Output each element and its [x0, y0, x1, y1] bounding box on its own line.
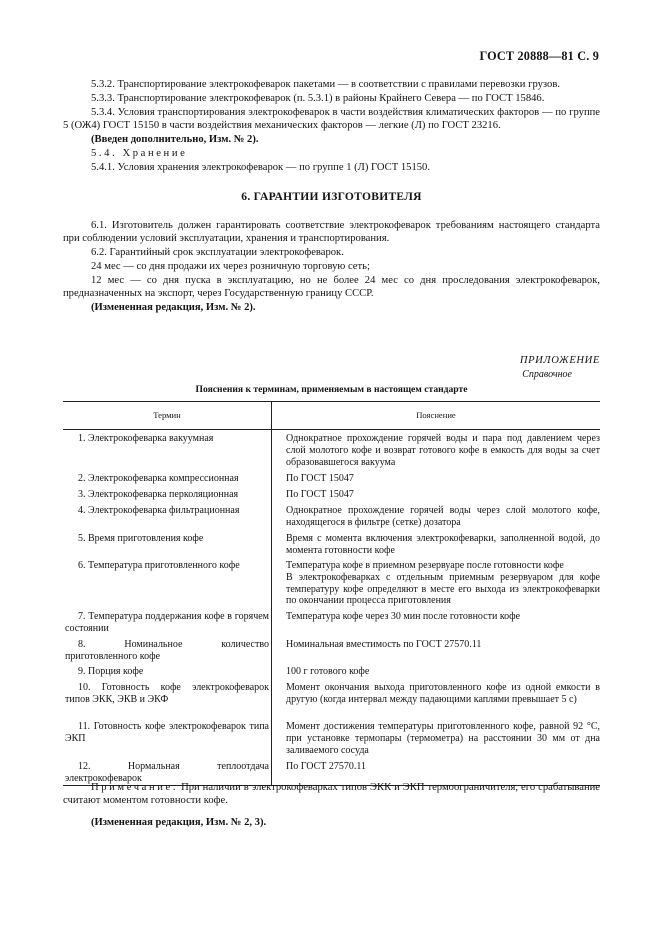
table-header-row — [63, 402, 600, 430]
table-row — [63, 636, 600, 663]
explanation-text: Момент достижения температуры приготовленного кофе, равной 92 °С, при установке термопары (термометра) на расстоянии 30 мм от дна заливаемого сосуда — [286, 721, 600, 756]
explanation-cell — [272, 608, 601, 636]
explanation-text: 100 г готового кофе — [286, 666, 370, 677]
term-text: 4. Электрокофеварка фильтрационная — [78, 505, 240, 516]
table-row — [63, 430, 600, 471]
explanation-cell — [272, 430, 601, 471]
table-row — [63, 718, 600, 758]
term-text: 10. Готовность кофе электрокофеварок типов ЭКК, ЭКВ и ЭКФ — [65, 682, 269, 705]
page-header: ГОСТ 20888—81 С. 9 — [479, 49, 599, 63]
appendix-notes — [63, 781, 600, 830]
explanation-text: Температура кофе в приемном резервуаре после готовности кофе В электрокофеварках с отдельным приемным резервуаром для кофе температуру кофе определяют в месте его выхода из электрокофеварки по окончании процесса приготовления — [286, 560, 600, 607]
appendix-heading: ПРИЛОЖЕНИЕ — [519, 355, 600, 366]
term-cell — [63, 470, 272, 486]
paragraph-5-3-3: 5.3.3. Транспортирование электрокофеварок (п. 5.3.1) в районы Крайнего Севера — по ГОСТ 15846. — [91, 93, 545, 104]
explanation-text: По ГОСТ 15047 — [286, 489, 354, 500]
paragraph-5-4-1: 5.4.1. Условия хранения электрокофеварок — по группе 1 (Л) ГОСТ 15150. — [91, 162, 430, 173]
column-header-term: Термин — [63, 402, 272, 430]
paragraph-5-4-label: 5.4. Хранение — [91, 148, 188, 159]
terms-table-body — [63, 430, 600, 786]
explanation-text: Номинальная вместимость по ГОСТ 27570.11 — [286, 639, 482, 650]
explanation-text: Однократное прохождение горячей воды через слой молотого кофе, находящегося в фильтре (сетке) дозатора — [286, 505, 600, 528]
term-cell — [63, 530, 272, 557]
table-row — [63, 663, 600, 679]
term-text: 3. Электрокофеварка перколяционная — [78, 489, 239, 500]
term-text: 12. Нормальная теплоотдача электрокофеварок — [65, 761, 269, 784]
appendix-title: Пояснения к терминам, применяемым в настоящем стандарте — [195, 384, 468, 395]
paragraph-6-1: 6.1. Изготовитель должен гарантировать соответствие электрокофеварок требованиям настоящего стандарта при соблюдении условий эксплуатации, хранения и транспортирования. — [63, 220, 600, 244]
explanation-text: Момент окончания выхода приготовленного кофе из одной емкости в другую (когда интервал между падающими каплями превышает 5 с) — [286, 682, 600, 705]
term-text: 9. Порция кофе — [78, 666, 144, 677]
appendix-note — [63, 781, 600, 807]
term-cell — [63, 718, 272, 758]
explanation-text: Однократное прохождение горячей воды и пара под давлением через слой молотого кофе и возврат готового кофе в емкость для воды за счет образовавшегося вакуума — [286, 433, 600, 468]
paragraph-5-3-4: 5.3.4. Условия транспортирования электрокофеварок в части воздействия климатических факторов — по группе 5 (ОЖ4) ГОСТ 15150 в части воздействия механических факторов — легкие (Л) по ГОСТ 23216. — [63, 107, 600, 131]
note-text: При наличии в электрокофеварках типов ЭКК и ЭКП термоограничителя, его срабатывание считают моментом готовности кофе. — [63, 782, 600, 806]
term-cell — [63, 663, 272, 679]
appendix-subheading: Справочное — [522, 369, 572, 380]
term-text: 6. Температура приготовленного кофе — [78, 560, 240, 571]
explanation-cell — [272, 486, 601, 502]
explanation-text: Время с момента включения электрокофеварки, заполненной водой, до момента готовности кофе — [286, 533, 600, 556]
paragraph-5-4 — [63, 147, 600, 160]
term-cell — [63, 557, 272, 608]
table-row — [63, 486, 600, 502]
explanation-cell — [272, 502, 601, 530]
term-text: 11. Готовность кофе электрокофеварок типа ЭКП — [65, 721, 269, 744]
term-cell — [63, 636, 272, 663]
amendment-note-changed: (Измененная редакция, Изм. № 2). — [91, 302, 256, 313]
appendix-amendment-note: (Измененная редакция, Изм. № 2, 3). — [91, 817, 267, 828]
note-label: Примечание. — [91, 782, 179, 793]
explanation-cell — [272, 718, 601, 758]
term-cell — [63, 608, 272, 636]
term-text: 5. Время приготовления кофе — [78, 533, 204, 544]
table-row — [63, 608, 600, 636]
term-cell — [63, 430, 272, 471]
term-cell — [63, 486, 272, 502]
term-text: 7. Температура поддержания кофе в горячем состоянии — [65, 611, 269, 634]
explanation-cell — [272, 663, 601, 679]
table-row — [63, 530, 600, 557]
explanation-cell — [272, 557, 601, 608]
explanation-text: Температура кофе через 30 мин после готовности кофе — [286, 611, 521, 622]
column-header-explanation: Пояснение — [272, 402, 601, 430]
explanation-text: По ГОСТ 15047 — [286, 473, 354, 484]
paragraph-6-2-export: 12 мес — со дня пуска в эксплуатацию, но не более 24 мес со дня проследования электрокофеварок, предназначенных на экспорт, через Государственную границу СССР. — [63, 275, 600, 299]
section-6-title: 6. ГАРАНТИИ ИЗГОТОВИТЕЛЯ — [241, 191, 422, 203]
paragraph-6-2-retail: 24 мес — со дня продажи их через розничную торговую сеть; — [91, 261, 370, 272]
paragraph-6-2: 6.2. Гарантийный срок эксплуатации электрокофеварок. — [91, 247, 344, 258]
explanation-cell — [272, 530, 601, 557]
term-cell — [63, 502, 272, 530]
appendix-heading-block — [63, 354, 600, 396]
explanation-cell — [272, 636, 601, 663]
table-row — [63, 470, 600, 486]
term-text: 8. Номинальное количество приготовленного кофе — [65, 639, 269, 662]
table-row — [63, 502, 600, 530]
amendment-note-added: (Введен дополнительно, Изм. № 2). — [91, 134, 259, 145]
term-text: 1. Электрокофеварка вакуумная — [78, 433, 214, 444]
section-5-text — [63, 78, 600, 315]
term-text: 2. Электрокофеварка компрессионная — [78, 473, 239, 484]
table-row — [63, 679, 600, 718]
explanation-cell — [272, 679, 601, 718]
table-row — [63, 557, 600, 608]
explanation-cell — [272, 470, 601, 486]
term-cell — [63, 679, 272, 718]
paragraph-5-3-2: 5.3.2. Транспортирование электрокофеварок пакетами — в соответствии с правилами перевозки грузов. — [91, 79, 560, 90]
terms-table — [63, 401, 600, 786]
explanation-text: По ГОСТ 27570.11 — [286, 761, 367, 772]
